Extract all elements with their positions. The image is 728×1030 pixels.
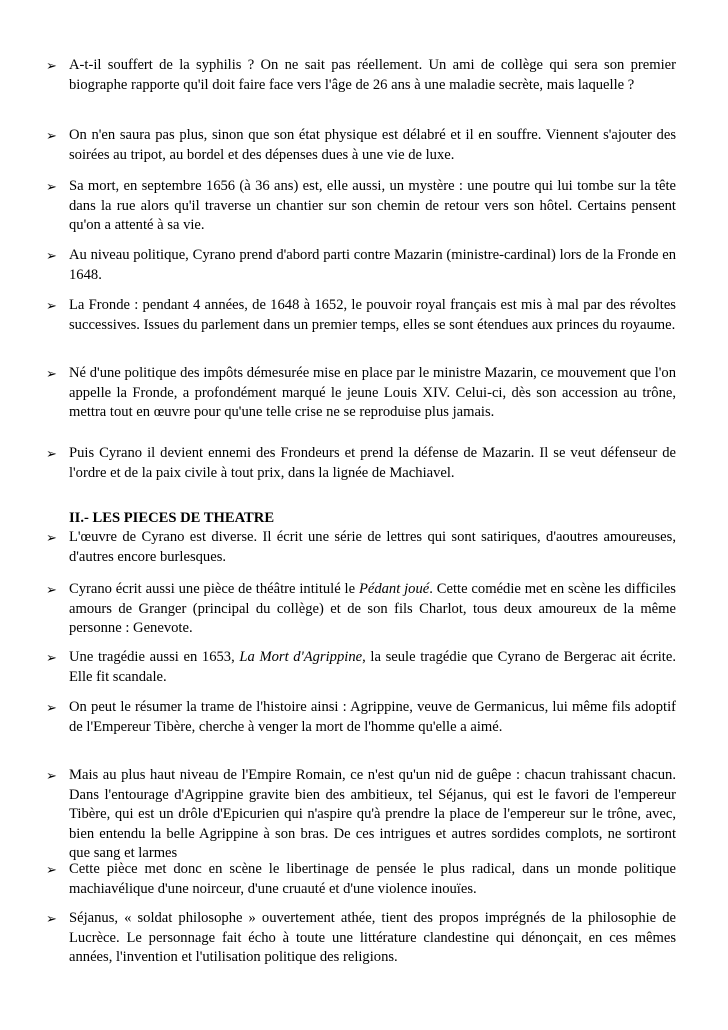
bullet-text: Mais au plus haut niveau de l'Empire Romain, ce n'est qu'un nid de guêpe : chacun trahissant chacun. Dans l'entourage d'Agrippine gravite bien des ambitieux, tel Séjanus, qui est le favori de l'empereur Tibère, qui est un drôle d'Epicurien qui n'aspire qu'à prendre la place de l'empereur sur le trône, avec, bien entendu la belle Agrippine à son bras. De ces intrigues et autres sordides complots, ne sortiront que sang et larmes <box>69 767 676 861</box>
bullet-item <box>46 580 676 639</box>
bullet-item <box>46 860 676 899</box>
bullet-item <box>46 296 676 335</box>
arrow-bullet-icon: ➢ <box>46 768 57 783</box>
bullet-item <box>46 698 676 737</box>
bullet-item <box>46 364 676 423</box>
bullet-text: Séjanus, « soldat philosophe » ouvertement athée, tient des propos imprégnés de la philosophie de Lucrèce. Le personnage fait écho à toute une littérature clandestine qui dénonçait, en ces mêmes années, l'invention et l'utilisation politique des religions. <box>69 910 676 965</box>
bullet-item <box>46 177 676 236</box>
bullet-text-part: Cyrano écrit aussi une pièce de théâtre intitulé le <box>69 581 359 597</box>
bullet-item <box>46 246 676 285</box>
bullet-text <box>69 648 676 687</box>
arrow-bullet-icon: ➢ <box>46 700 57 715</box>
bullet-item <box>46 528 676 567</box>
bullet-text: Puis Cyrano il devient ennemi des Frondeurs et prend la défense de Mazarin. Il se veut défenseur de l'ordre et de la paix civile à tout prix, dans la lignée de Machiavel. <box>69 445 676 481</box>
bullet-item <box>46 126 676 165</box>
bullet-text: Cette pièce met donc en scène le libertinage de pensée le plus radical, dans un monde politique machiavélique d'une noirceur, d'une cruauté et d'une violence inouïes. <box>69 861 676 897</box>
bullet-text-part: Une tragédie aussi en 1653, <box>69 649 240 665</box>
bullet-text: Au niveau politique, Cyrano prend d'abord parti contre Mazarin (ministre-cardinal) lors de la Fronde en 1648. <box>69 247 676 283</box>
bullet-item <box>46 648 676 687</box>
arrow-bullet-icon: ➢ <box>46 58 57 73</box>
arrow-bullet-icon: ➢ <box>46 862 57 877</box>
bullet-text: Né d'une politique des impôts démesurée mise en place par le ministre Mazarin, ce mouvement que l'on appelle la Fronde, a profondément marqué le jeune Louis XIV. Celui-ci, dès son accession au trône, mettra tout en œuvre pour qu'une telle crise ne se reproduise plus jamais. <box>69 365 676 420</box>
bullet-text: On n'en saura pas plus, sinon que son état physique est délabré et il en souffre. Viennent s'ajouter des soirées au tripot, au bordel et des dépenses dues à une vie de luxe. <box>69 127 676 163</box>
bullet-text: L'œuvre de Cyrano est diverse. Il écrit une série de lettres qui sont satiriques, d'aoutres amoureuses, d'autres encore burlesques. <box>69 529 676 565</box>
bullet-text: La Fronde : pendant 4 années, de 1648 à 1652, le pouvoir royal français est mis à mal par des révoltes successives. Issues du parlement dans un premier temps, elles se sont étendues aux princes du royaume. <box>69 297 676 333</box>
bullet-item <box>46 56 676 95</box>
play-title: La Mort d'Agrippine <box>239 649 363 665</box>
bullet-text-part: . Cette comédie met en scène les difficiles amours de Granger (principal du collège) et de son fils Charlot, tous deux amoureux de la même personne : Genevote. <box>69 581 676 636</box>
arrow-bullet-icon: ➢ <box>46 911 57 926</box>
arrow-bullet-icon: ➢ <box>46 446 57 461</box>
bullet-text: A-t-il souffert de la syphilis ? On ne sait pas réellement. Un ami de collège qui sera son premier biographe rapporte qu'il doit faire face vers l'âge de 26 ans à une maladie secrète, mais laquelle ? <box>69 57 676 93</box>
arrow-bullet-icon: ➢ <box>46 248 57 263</box>
arrow-bullet-icon: ➢ <box>46 530 57 545</box>
arrow-bullet-icon: ➢ <box>46 128 57 143</box>
arrow-bullet-icon: ➢ <box>46 366 57 381</box>
arrow-bullet-icon: ➢ <box>46 179 57 194</box>
bullet-item <box>46 909 676 968</box>
bullet-item <box>46 766 676 864</box>
section-heading: II.- LES PIECES DE THEATRE <box>69 510 275 526</box>
arrow-bullet-icon: ➢ <box>46 298 57 313</box>
play-title: Pédant joué <box>358 581 430 597</box>
bullet-text-part: , la seule tragédie que Cyrano de Bergerac ait écrite. Elle fit scandale. <box>69 649 676 685</box>
bullet-text: On peut le résumer la trame de l'histoire ainsi : Agrippine, veuve de Germanicus, lui même fils adoptif de l'Empereur Tibère, cherche à venger la mort de l'homme qu'elle a aimé. <box>69 699 676 735</box>
arrow-bullet-icon: ➢ <box>46 582 57 597</box>
bullet-text <box>69 580 676 639</box>
arrow-bullet-icon: ➢ <box>46 650 57 665</box>
bullet-text: Sa mort, en septembre 1656 (à 36 ans) est, elle aussi, un mystère : une poutre qui lui tombe sur la tête dans la rue alors qu'il traverse un chantier sur son chemin de retour vers son hôtel. Certains pensent qu'on a attenté à sa vie. <box>69 178 676 233</box>
bullet-item <box>46 444 676 483</box>
